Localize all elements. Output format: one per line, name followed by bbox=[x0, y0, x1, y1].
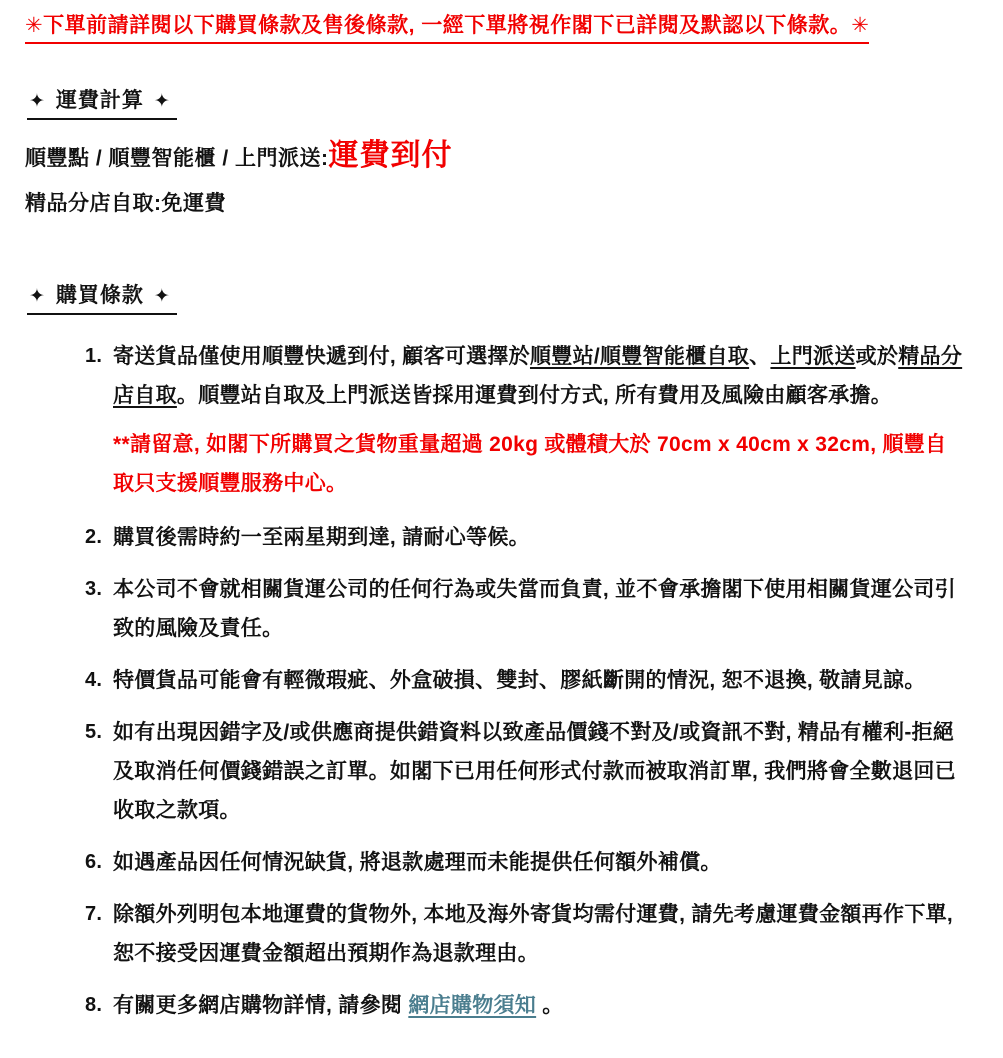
term-item-7 bbox=[85, 895, 967, 973]
term-text: 除額外列明包本地運費的貨物外, 本地及海外寄貨均需付運費, 請先考慮運費金額再作下單, 恕不接受因運費金額超出預期作為退款理由。 bbox=[113, 903, 954, 965]
term-item-8 bbox=[85, 986, 967, 1025]
diamond-icon: ✦ bbox=[153, 91, 171, 112]
terms-section-heading bbox=[27, 283, 177, 315]
shipping-methods-line bbox=[25, 134, 967, 181]
term-text: 如有出現因錯字及/或供應商提供錯資料以致產品價錢不對及/或資訊不對, 精品有權利-拒絕及取消任何價錢錯誤之訂單。如閣下已用任何形式付款而被取消訂單, 我們將會全數退回已收取之款項。 bbox=[113, 721, 956, 822]
pre-order-notice-text: 下單前請詳閱以下購買條款及售後條款, 一經下單將視作閣下已詳閱及默認以下條款。 bbox=[43, 14, 852, 37]
term-text: 寄送貨品僅使用順豐快遞到付, 顧客可選擇於順豐站/順豐智能櫃自取、上門派送或於精品分店自取。順豐站自取及上門派送皆採用運費到付方式, 所有費用及風險由顧客承擔。 **請留意, 如閣下所購買之貨物重量超過 20kg 或體積大於 70cm x 40cm x 32cm, 順豐自取只支援順豐服務中心。 bbox=[113, 337, 967, 505]
term-text: 購買後需時約一至兩星期到達, 請耐心等候。 bbox=[113, 526, 530, 549]
pre-order-notice bbox=[25, 12, 869, 44]
diamond-icon: ✦ bbox=[29, 91, 46, 112]
shipping-section-heading bbox=[27, 88, 177, 120]
shipping-section bbox=[25, 88, 967, 219]
term-item-4 bbox=[85, 661, 967, 700]
terms-section bbox=[25, 283, 967, 1025]
freight-collect-value: 運費到付 bbox=[328, 139, 453, 172]
store-pickup-line: 精品分店自取:免運費 bbox=[25, 192, 226, 215]
pickup-option-door-delivery: 上門派送 bbox=[770, 345, 856, 368]
term-number: 3. bbox=[85, 578, 103, 600]
term-text: 本公司不會就相關貨運公司的任何行為或失當而負責, 並不會承擔閣下使用相關貨運公司引致的風險及責任。 bbox=[113, 578, 956, 640]
asterisk-icon: ✳ bbox=[25, 14, 44, 37]
term-text: 有關更多網店購物詳情, 請參閱 網店購物須知 。 bbox=[113, 994, 564, 1017]
pickup-option-sf-station: 順豐站/順豐智能櫃自取 bbox=[529, 345, 750, 368]
term-number: 7. bbox=[85, 903, 103, 925]
term-item-5 bbox=[85, 713, 967, 830]
term-item-2 bbox=[85, 518, 967, 557]
term-number: 6. bbox=[85, 851, 103, 873]
shipping-heading-label: 運費計算 bbox=[55, 89, 144, 112]
asterisk-icon: ✳ bbox=[851, 14, 870, 37]
terms-list bbox=[85, 337, 967, 1025]
diamond-icon: ✦ bbox=[29, 286, 46, 307]
term-number: 4. bbox=[85, 669, 103, 691]
term-number: 2. bbox=[85, 526, 103, 548]
term-number: 5. bbox=[85, 721, 103, 743]
term-1-text: 寄送貨品僅使用順豐快遞到付, 顧客可選擇於 bbox=[113, 345, 530, 368]
pickup-option-store: 精品分店自取 bbox=[113, 345, 963, 407]
term-number: 8. bbox=[85, 994, 103, 1016]
term-item-6 bbox=[85, 843, 967, 882]
weight-limit-note: **請留意, 如閣下所購買之貨物重量超過 20kg 或體積大於 70cm x 40cm x 32cm, 順豐自取只支援順豐服務中心。 bbox=[113, 433, 947, 495]
term-number: 1. bbox=[85, 345, 103, 367]
terms-heading-label: 購買條款 bbox=[55, 284, 144, 307]
term-text: 特價貨品可能會有輕微瑕疵、外盒破損、雙封、膠紙斷開的情況, 恕不退換, 敬請見諒。 bbox=[113, 669, 926, 692]
term-item-1 bbox=[85, 337, 967, 505]
shipping-methods-label: 順豐點 / 順豐智能櫃 / 上門派送: bbox=[25, 147, 329, 170]
store-shopping-guide-link[interactable]: 網店購物須知 bbox=[408, 994, 537, 1017]
term-text: 如遇產品因任何情況缺貨, 將退款處理而未能提供任何額外補償。 bbox=[113, 851, 722, 874]
term-item-3 bbox=[85, 570, 967, 648]
diamond-icon: ✦ bbox=[153, 286, 171, 307]
